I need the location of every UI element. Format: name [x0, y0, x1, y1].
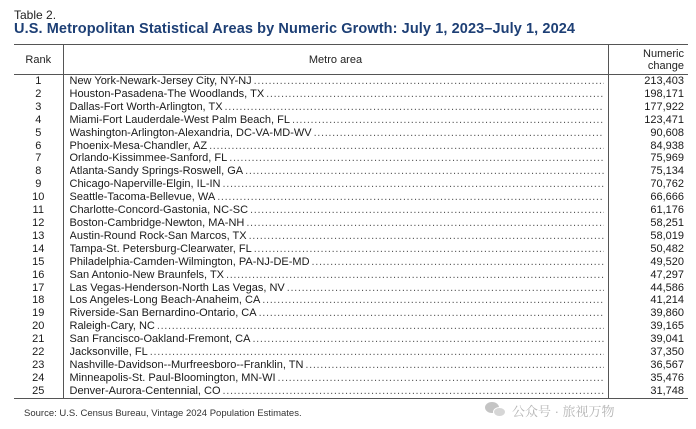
metro-area-name: Orlando-Kissimmee-Sanford, FL: [69, 152, 228, 165]
metro-area-name: Phoenix-Mesa-Chandler, AZ: [69, 139, 208, 152]
metro-area-cell: [63, 359, 608, 372]
numeric-change-header-line1: Numeric: [643, 47, 684, 60]
rank-cell: 6: [14, 140, 63, 153]
metro-area-name: Charlotte-Concord-Gastonia, NC-SC: [69, 204, 249, 217]
metro-area-name: Los Angeles-Long Beach-Anaheim, CA: [69, 294, 261, 307]
table-row: [14, 140, 688, 153]
rank-cell: 24: [14, 372, 63, 385]
metro-area-name: Denver-Aurora-Centennial, CO: [69, 384, 221, 397]
watermark-text: 公众号 · 旅视万物: [512, 403, 615, 419]
dot-leader: [223, 178, 604, 191]
rank-cell: 22: [14, 346, 63, 359]
table-row: [14, 372, 688, 385]
metro-area-name: Tampa-St. Petersburg-Clearwater, FL: [69, 242, 252, 255]
metro-area-name: New York-Newark-Jersey City, NY-NJ: [69, 75, 252, 87]
table-label: Table 2.: [14, 8, 57, 22]
rank-cell: 15: [14, 256, 63, 269]
numeric-change-cell: 49,520: [650, 255, 684, 268]
numeric-change-cell: 198,171: [644, 87, 684, 100]
table-row: [14, 346, 688, 359]
metro-area-name: San Antonio-New Braunfels, TX: [69, 268, 224, 281]
rank-cell: 3: [14, 101, 63, 114]
metro-area-cell: [63, 114, 608, 127]
numeric-change-cell: 58,019: [650, 229, 684, 242]
metro-area-name: Las Vegas-Henderson-North Las Vegas, NV: [69, 281, 285, 294]
rank-cell: 19: [14, 307, 63, 320]
metro-area-name: Raleigh-Cary, NC: [69, 320, 155, 333]
metro-area-cell: [63, 165, 608, 178]
dot-leader: [157, 320, 604, 333]
dot-leader: [246, 217, 603, 230]
rank-cell: 21: [14, 333, 63, 346]
table-row: [14, 152, 688, 165]
dot-leader: [225, 101, 604, 114]
dot-leader: [312, 256, 604, 269]
dot-leader: [250, 204, 603, 217]
numeric-change-cell: 66,666: [650, 191, 684, 204]
metro-area-cell: [63, 307, 608, 320]
table-row: [14, 230, 688, 243]
dot-leader: [266, 88, 603, 101]
metro-area-cell: [63, 152, 608, 165]
numeric-change-header: [608, 45, 688, 75]
numeric-change-cell: 123,471: [644, 113, 684, 126]
table-row: [14, 307, 688, 320]
metro-area-name: San Francisco-Oakland-Fremont, CA: [69, 333, 251, 346]
rank-cell: 4: [14, 114, 63, 127]
metro-area-name: Chicago-Naperville-Elgin, IL-IN: [69, 178, 221, 191]
table-row: [14, 243, 688, 256]
dot-leader: [217, 191, 603, 204]
metro-area-name: Washington-Arlington-Alexandria, DC-VA-MD-WV: [69, 126, 312, 139]
rank-cell: 17: [14, 282, 63, 295]
metro-area-cell: [63, 230, 608, 243]
table-row: [14, 282, 688, 295]
metro-area-cell: [63, 127, 608, 140]
numeric-change-cell: 50,482: [650, 242, 684, 255]
rank-cell: 1: [14, 75, 63, 88]
dot-leader: [223, 385, 604, 398]
table-row: [14, 127, 688, 140]
table-row: [14, 165, 688, 178]
metro-area-cell: [63, 88, 608, 101]
numeric-change-cell: 70,762: [650, 178, 684, 191]
table-row: [14, 204, 688, 217]
table-row: [14, 101, 688, 114]
numeric-change-cell: 39,860: [650, 307, 684, 320]
rank-cell: 7: [14, 152, 63, 165]
dot-leader: [252, 333, 603, 346]
dot-leader: [278, 372, 604, 385]
numeric-change-cell: 213,403: [644, 75, 684, 87]
rank-cell: 11: [14, 204, 63, 217]
metro-area-header: Metro area: [63, 45, 608, 75]
table-row: [14, 320, 688, 333]
table-row: [14, 256, 688, 269]
numeric-change-cell: 37,350: [650, 346, 684, 359]
rank-cell: 9: [14, 178, 63, 191]
metro-area-cell: [63, 140, 608, 153]
metro-area-cell: [63, 333, 608, 346]
numeric-change-cell: 75,134: [650, 165, 684, 178]
dot-leader: [262, 294, 603, 307]
rank-cell: 2: [14, 88, 63, 101]
table-header-row: [14, 45, 688, 75]
metro-area-name: Nashville-Davidson--Murfreesboro--Franklin, TN: [69, 358, 304, 371]
rank-cell: 14: [14, 243, 63, 256]
rank-cell: 18: [14, 294, 63, 307]
dot-leader: [314, 127, 604, 140]
metro-area-cell: [63, 204, 608, 217]
numeric-change-cell: 39,165: [650, 320, 684, 333]
numeric-change-cell: 58,251: [650, 216, 684, 229]
metro-area-cell: [63, 191, 608, 204]
table-row: [14, 294, 688, 307]
numeric-change-cell: 47,297: [650, 268, 684, 281]
table-row: [14, 114, 688, 127]
wechat-icon: [485, 399, 507, 421]
dot-leader: [292, 114, 604, 127]
table-row: [14, 75, 688, 88]
dot-leader: [254, 75, 604, 88]
dot-leader: [305, 359, 603, 372]
metro-area-name: Jacksonville, FL: [69, 346, 148, 359]
metro-area-name: Houston-Pasadena-The Woodlands, TX: [69, 87, 265, 100]
metro-area-cell: [63, 178, 608, 191]
rank-cell: 25: [14, 385, 63, 398]
rank-cell: 13: [14, 230, 63, 243]
watermark: [485, 399, 615, 421]
numeric-change-header-line2: change: [647, 59, 684, 72]
metro-area-cell: [63, 346, 608, 359]
metro-area-name: Atlanta-Sandy Springs-Roswell, GA: [69, 165, 244, 178]
metro-area-name: Austin-Round Rock-San Marcos, TX: [69, 229, 247, 242]
dot-leader: [245, 165, 603, 178]
numeric-change-cell: 61,176: [650, 204, 684, 217]
table-row: [14, 191, 688, 204]
dot-leader: [259, 307, 604, 320]
metro-area-cell: [63, 243, 608, 256]
numeric-change-cell: 35,476: [650, 371, 684, 384]
dot-leader: [229, 152, 603, 165]
dot-leader: [287, 282, 604, 295]
metro-area-cell: [63, 294, 608, 307]
metro-area-cell: [63, 320, 608, 333]
dot-leader: [249, 230, 604, 243]
metro-area-name: Miami-Fort Lauderdale-West Palm Beach, FL: [69, 113, 290, 126]
dot-leader: [209, 140, 603, 153]
metro-area-cell: [63, 75, 608, 88]
numeric-change-cell: 90,608: [650, 126, 684, 139]
dot-leader: [226, 269, 604, 282]
rank-header: Rank: [14, 45, 63, 75]
metro-area-name: Minneapolis-St. Paul-Bloomington, MN-WI: [69, 371, 276, 384]
metro-growth-table: [14, 44, 688, 399]
rank-cell: 16: [14, 269, 63, 282]
dot-leader: [254, 243, 604, 256]
rank-cell: 5: [14, 127, 63, 140]
numeric-change-cell: 177,922: [644, 100, 684, 113]
numeric-change-cell: 36,567: [650, 358, 684, 371]
rank-cell: 23: [14, 359, 63, 372]
table-title: U.S. Metropolitan Statistical Areas by Numeric Growth: July 1, 2023–July 1, 2024: [14, 21, 576, 37]
metro-area-cell: [63, 101, 608, 114]
numeric-change-cell: 41,214: [650, 294, 684, 307]
table-row: [14, 88, 688, 101]
metro-area-cell: [63, 269, 608, 282]
table-body: [14, 75, 688, 399]
metro-area-cell: [63, 282, 608, 295]
metro-area-cell: [63, 217, 608, 230]
metro-area-name: Riverside-San Bernardino-Ontario, CA: [69, 307, 257, 320]
table-row: [14, 178, 688, 191]
numeric-change-cell: 75,969: [650, 152, 684, 165]
rank-cell: 20: [14, 320, 63, 333]
metro-area-cell: [63, 256, 608, 269]
numeric-change-cell: 39,041: [650, 333, 684, 346]
rank-cell: 12: [14, 217, 63, 230]
table-row: [14, 269, 688, 282]
dot-leader: [150, 346, 604, 359]
rank-cell: 10: [14, 191, 63, 204]
table-row: [14, 385, 688, 398]
numeric-change-cell: 84,938: [650, 139, 684, 152]
numeric-change-cell: 44,586: [650, 281, 684, 294]
source-note: Source: U.S. Census Bureau, Vintage 2024 Population Estimates.: [24, 408, 302, 419]
metro-area-name: Boston-Cambridge-Newton, MA-NH: [69, 216, 245, 229]
metro-area-name: Philadelphia-Camden-Wilmington, PA-NJ-DE-MD: [69, 255, 310, 268]
metro-area-name: Dallas-Fort Worth-Arlington, TX: [69, 100, 223, 113]
numeric-change-cell: 31,748: [608, 385, 688, 398]
metro-area-cell: [63, 372, 608, 385]
metro-area-cell: [63, 385, 608, 398]
table-row: [14, 359, 688, 372]
rank-cell: 8: [14, 165, 63, 178]
metro-area-name: Seattle-Tacoma-Bellevue, WA: [69, 191, 216, 204]
table-row: [14, 217, 688, 230]
table-row: [14, 333, 688, 346]
